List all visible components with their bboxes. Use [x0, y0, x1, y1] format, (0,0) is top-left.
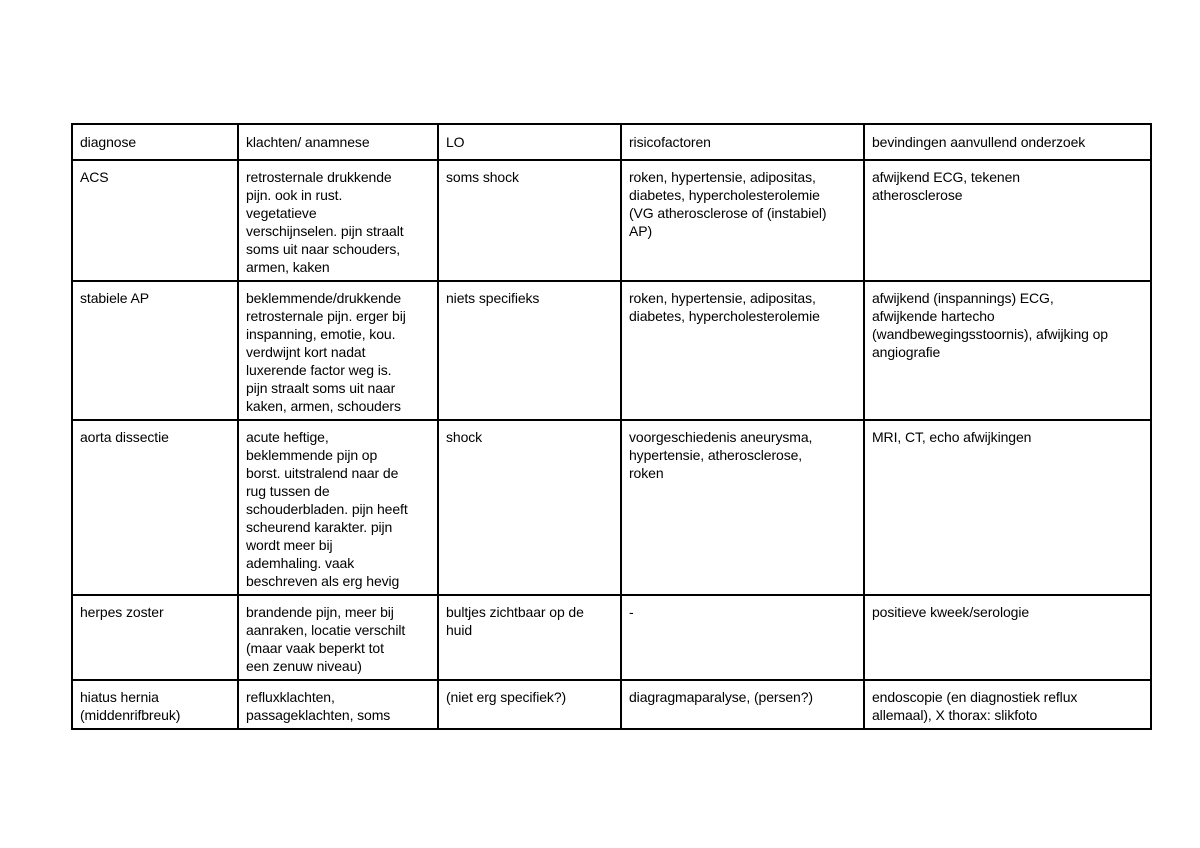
table-cell: positieve kweek/serologie — [864, 595, 1151, 680]
table-cell: hiatus hernia (middenrifbreuk) — [72, 680, 238, 729]
table-cell: herpes zoster — [72, 595, 238, 680]
table-header-row — [72, 124, 1151, 160]
table-cell: shock — [438, 420, 621, 595]
table-cell: - — [621, 595, 864, 680]
header-cell-risicofactoren: risicofactoren — [621, 124, 864, 160]
diagnosis-table — [71, 123, 1152, 730]
table-cell: beklemmende/drukkende retrosternale pijn. erger bij inspanning, emotie, kou. verdwijnt kort nadat luxerende factor weg is. pijn straalt soms uit naar kaken, armen, schouders — [238, 281, 438, 420]
table-cell: aorta dissectie — [72, 420, 238, 595]
table-cell: roken, hypertensie, adipositas, diabetes, hypercholesterolemie — [621, 281, 864, 420]
table-cell: ACS — [72, 160, 238, 281]
header-cell-bevindingen: bevindingen aanvullend onderzoek — [864, 124, 1151, 160]
header-cell-diagnose: diagnose — [72, 124, 238, 160]
table-row — [72, 420, 1151, 595]
table-cell: MRI, CT, echo afwijkingen — [864, 420, 1151, 595]
table-cell: stabiele AP — [72, 281, 238, 420]
table-cell: diagragmaparalyse, (persen?) — [621, 680, 864, 729]
table-row — [72, 595, 1151, 680]
table-cell: afwijkend ECG, tekenen atherosclerose — [864, 160, 1151, 281]
table-row — [72, 680, 1151, 729]
table-cell: retrosternale drukkende pijn. ook in rust. vegetatieve verschijnselen. pijn straalt soms uit naar schouders, armen, kaken — [238, 160, 438, 281]
table-cell: afwijkend (inspannings) ECG, afwijkende hartecho (wandbewegingsstoornis), afwijking op angiografie — [864, 281, 1151, 420]
table-cell: voorgeschiedenis aneurysma, hypertensie, atherosclerose, roken — [621, 420, 864, 595]
table-cell: acute heftige, beklemmende pijn op borst. uitstralend naar de rug tussen de schouderbladen. pijn heeft scheurend karakter. pijn wordt meer bij ademhaling. vaak beschreven als erg hevig — [238, 420, 438, 595]
table-cell: bultjes zichtbaar op de huid — [438, 595, 621, 680]
header-cell-klachten: klachten/ anamnese — [238, 124, 438, 160]
table-cell: soms shock — [438, 160, 621, 281]
table-cell: roken, hypertensie, adipositas, diabetes, hypercholesterolemie (VG atherosclerose of (instabiel) AP) — [621, 160, 864, 281]
table-cell: (niet erg specifiek?) — [438, 680, 621, 729]
table-cell: endoscopie (en diagnostiek reflux allemaal), X thorax: slikfoto — [864, 680, 1151, 729]
table-row — [72, 281, 1151, 420]
table-row — [72, 160, 1151, 281]
table-cell: brandende pijn, meer bij aanraken, locatie verschilt (maar vaak beperkt tot een zenuw niveau) — [238, 595, 438, 680]
table-cell: niets specifieks — [438, 281, 621, 420]
table-cell: refluxklachten, passageklachten, soms — [238, 680, 438, 729]
header-cell-lo: LO — [438, 124, 621, 160]
